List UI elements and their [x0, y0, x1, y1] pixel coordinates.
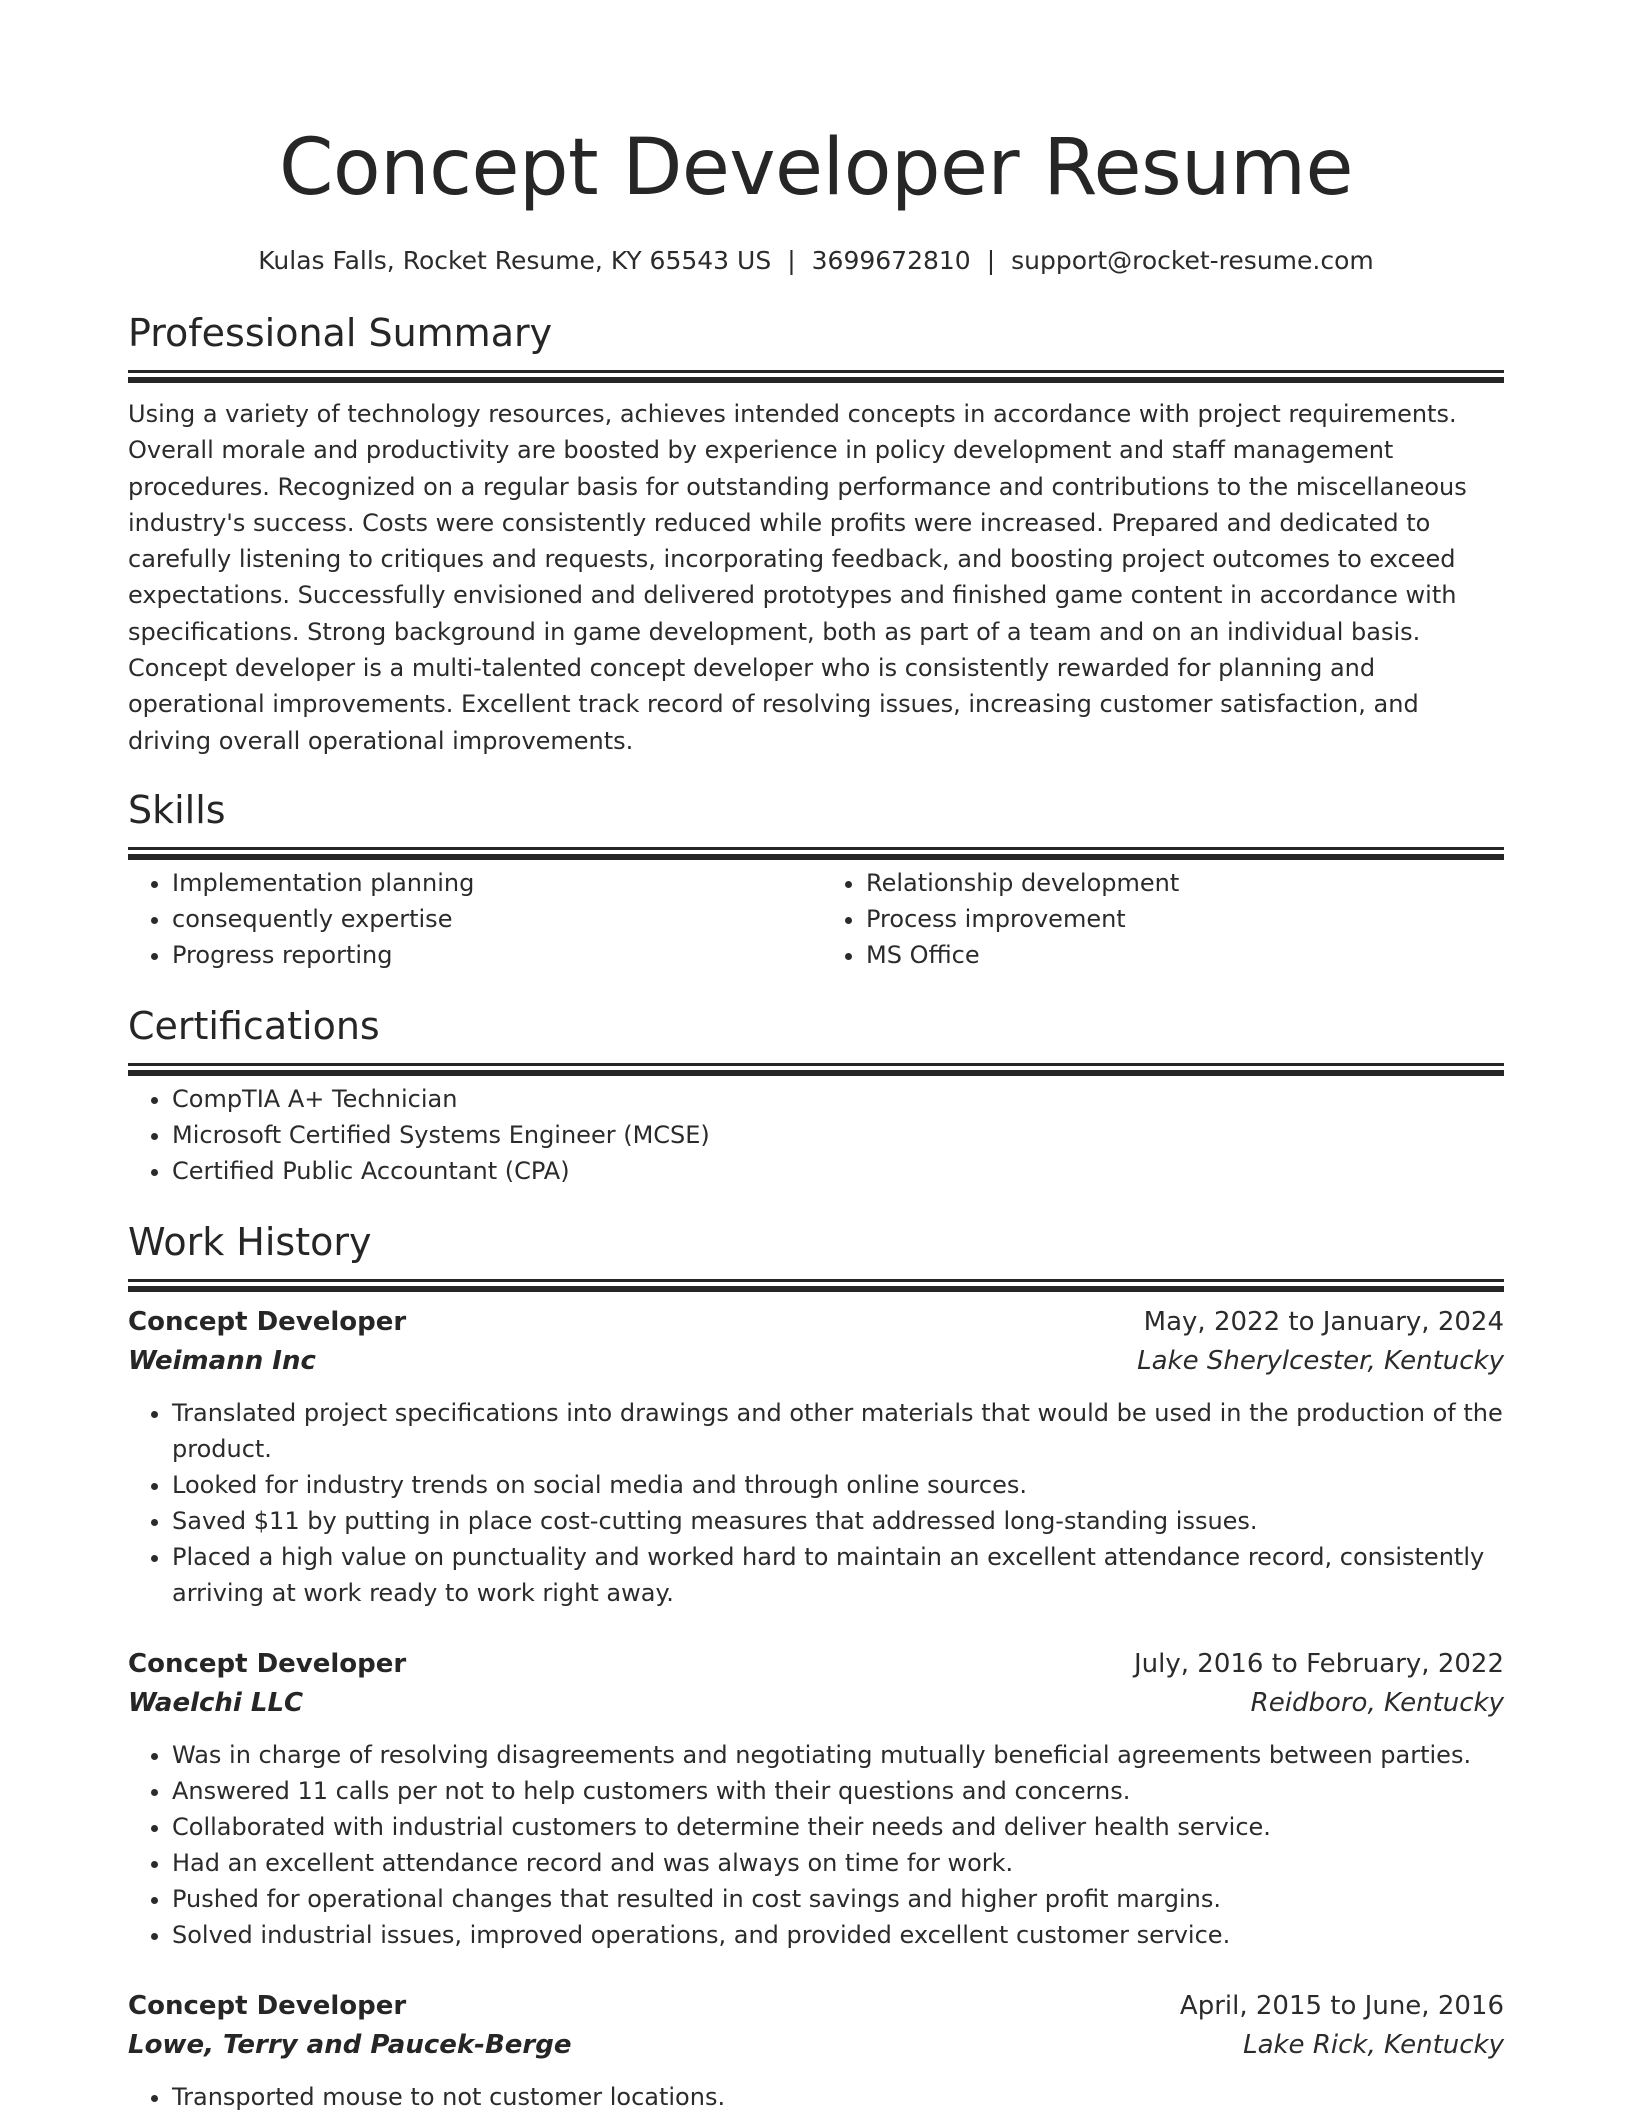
- job-company: Waelchi LLC: [128, 1687, 304, 1718]
- job-location: Lake Sherylcester, Kentucky: [1137, 1345, 1504, 1376]
- section-rule: [128, 370, 1504, 373]
- contact-separator: |: [787, 246, 796, 275]
- skill-item: • Process improvement: [866, 901, 1504, 937]
- job-bullet: • Had an excellent attendance record and was always on time for work.: [172, 1845, 1504, 1881]
- resume-title: Concept Developer Resume: [278, 123, 1354, 213]
- section-heading-work-history: Work History: [128, 1219, 372, 1264]
- job-bullets: [128, 1737, 1504, 1953]
- job-company-row: [128, 2026, 1504, 2065]
- summary-section: [128, 308, 1504, 759]
- job-location: Lake Rick, Kentucky: [1243, 2029, 1504, 2060]
- job-title: Concept Developer: [128, 1648, 407, 1679]
- job-entry: [128, 1987, 1504, 2115]
- section-heading-skills: Skills: [128, 787, 226, 832]
- work-history-section: [128, 1217, 1504, 2115]
- resume-page: [128, 0, 1504, 2115]
- skill-item: • consequently expertise: [172, 901, 816, 937]
- skill-item: • MS Office: [866, 937, 1504, 973]
- job-dates: May, 2022 to January, 2024: [1143, 1306, 1504, 1337]
- job-header-row: [128, 1303, 1504, 1342]
- job-bullet: • Collaborated with industrial customers to determine their needs and deliver health service.: [172, 1809, 1504, 1845]
- contact-line: [128, 244, 1504, 278]
- certification-item: • CompTIA A+ Technician: [172, 1081, 1504, 1117]
- section-heading-summary: Professional Summary: [128, 311, 553, 355]
- certifications-section: [128, 1001, 1504, 1189]
- certification-item: • Certified Public Accountant (CPA): [172, 1153, 1504, 1189]
- certification-item: • Microsoft Certified Systems Engineer (MCSE): [172, 1117, 1504, 1153]
- job-bullet: • Saved $11 by putting in place cost-cutting measures that addressed long-standing issues.: [172, 1503, 1504, 1539]
- job-company-row: [128, 1684, 1504, 1723]
- job-bullet: • Looked for industry trends on social media and through online sources.: [172, 1467, 1504, 1503]
- job-entry: [128, 1645, 1504, 1953]
- job-bullet: • Translated project specifications into drawings and other materials that would be used in the production of the product.: [172, 1395, 1504, 1467]
- skills-grid: [128, 865, 1504, 973]
- skill-item: • Progress reporting: [172, 937, 816, 973]
- summary-text: Using a variety of technology resources, achieves intended concepts in accordance with project requirements. Overall morale and productivity are boosted by experience in policy development and staff management procedures. Recognized on a regular basis for outstanding performance and contributions to the miscellaneous industry's success. Costs were consistently reduced while profits were increased. Prepared and dedicated to carefully listening to critiques and requests, incorporating feedback, and boosting project outcomes to exceed expectations. Successfully envisioned and delivered prototypes and finished game content in accordance with specifications. Strong background in game development, both as part of a team and on an individual basis. Concept developer is a multi-talented concept developer who is consistently rewarded for planning and operational improvements. Excellent track record of resolving issues, increasing customer satisfaction, and driving overall operational improvements.: [128, 400, 1467, 755]
- job-bullet: • Answered 11 calls per not to help customers with their questions and concerns.: [172, 1773, 1504, 1809]
- job-company: Weimann Inc: [128, 1345, 316, 1376]
- job-company: Lowe, Terry and Paucek-Berge: [128, 2029, 572, 2060]
- skill-item: • Relationship development: [866, 865, 1504, 901]
- section-heading-certifications: Certifications: [128, 1003, 380, 1048]
- section-rule: [128, 1063, 1504, 1066]
- job-header-row: [128, 1987, 1504, 2026]
- contact-email: support@rocket-resume.com: [1011, 246, 1374, 275]
- skills-section: [128, 785, 1504, 973]
- job-title: Concept Developer: [128, 1306, 407, 1337]
- certifications-list: [128, 1081, 1504, 1189]
- job-bullet: • Was in charge of resolving disagreements and negotiating mutually beneficial agreements between parties.: [172, 1737, 1504, 1773]
- job-bullet: • Placed a high value on punctuality and worked hard to maintain an excellent attendance record, consistently arriving at work ready to work right away.: [172, 1539, 1504, 1611]
- section-rule: [128, 1279, 1504, 1282]
- contact-phone: 3699672810: [811, 246, 971, 275]
- job-bullet: • Transported mouse to not customer locations.: [172, 2079, 1504, 2115]
- job-dates: April, 2015 to June, 2016: [1179, 1990, 1504, 2021]
- job-company-row: [128, 1342, 1504, 1381]
- job-bullet: • Solved industrial issues, improved operations, and provided excellent customer service.: [172, 1917, 1504, 1953]
- job-location: Reidboro, Kentucky: [1250, 1687, 1504, 1718]
- job-header-row: [128, 1645, 1504, 1684]
- job-dates: July, 2016 to February, 2022: [1134, 1648, 1504, 1679]
- job-bullet: • Pushed for operational changes that resulted in cost savings and higher profit margins.: [172, 1881, 1504, 1917]
- contact-separator: |: [986, 246, 996, 275]
- contact-address: Kulas Falls, Rocket Resume, KY 65543 US: [258, 246, 772, 275]
- job-title: Concept Developer: [128, 1990, 407, 2021]
- skills-list-left: [128, 865, 816, 973]
- job-bullets: [128, 1395, 1504, 1611]
- section-rule: [128, 847, 1504, 850]
- job-entry: [128, 1303, 1504, 1611]
- skills-list-right: [816, 865, 1504, 973]
- skill-item: • Implementation planning: [172, 865, 816, 901]
- job-bullets: [128, 2079, 1504, 2115]
